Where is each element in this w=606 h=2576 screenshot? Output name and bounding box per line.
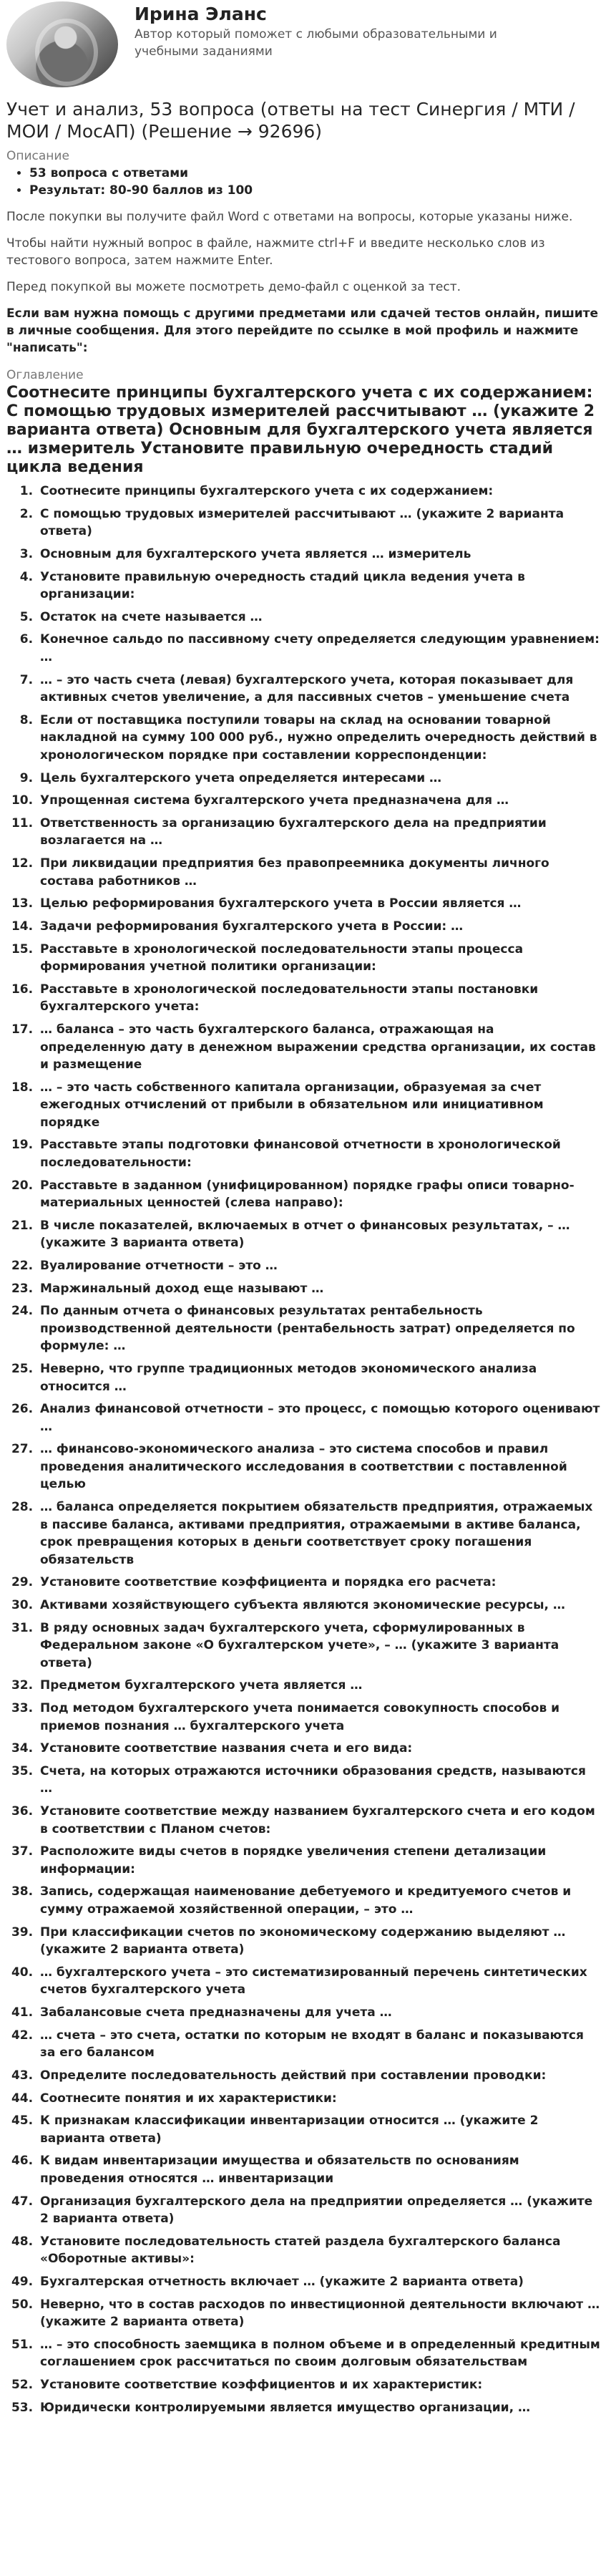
toc-item: 21. В числе показателей, включаемых в отчет о финансовых результатах, – … (укажите 3 варианта ответа) [37,1217,600,1252]
toc-item: 27. … финансово-экономического анализа – это система способов и правил проведения аналитического исследования в соответствии с поставленной целью [37,1440,600,1493]
toc-item: 37. Расположите виды счетов в порядке увеличения степени детализации информации: [37,1843,600,1878]
author-card[interactable] [6,0,600,90]
author-meta [135,1,535,60]
author-name[interactable]: Ирина Эланс [135,4,267,24]
toc-item: 16. Расставьте в хронологической последовательности этапы постановки бухгалтерского учета: [37,981,600,1016]
toc-item: 47. Организация бухгалтерского дела на предприятии определяется … (укажите 2 варианта ответа) [37,2193,600,2228]
toc-item: 44. Соотнесите понятия и их характеристики: [37,2090,600,2108]
description-bullet: • 53 вопроса с ответами [29,165,600,182]
toc-item: 26. Анализ финансовой отчетности – это процесс, с помощью которого оценивают … [37,1400,600,1435]
toc-item: 24. По данным отчета о финансовых результатах рентабельность производственной деятельности (рентабельность затрат) определяется по формуле: … [37,1302,600,1355]
description-label: Описание [6,149,69,163]
toc-item: 8. Если от поставщика поступили товары на склад на основании товарной накладной на сумму 100 000 руб., нужно определить очередность действий в хронологическом порядке при составлении корреспонденции: [37,712,600,765]
toc-item: 1. Соотнесите принципы бухгалтерского учета с их содержанием: [37,483,600,500]
toc-item: 11. Ответственность за организацию бухгалтерского дела на предприятии возлагается на … [37,815,600,850]
toc-item: 6. Конечное сальдо по пассивному счету определяется следующим уравнением: … [37,631,600,666]
toc-item: 5. Остаток на счете называется … [37,609,600,626]
toc-item: 35. Счета, на которых отражаются источники образования средств, называются … [37,1763,600,1798]
toc-item: 53. Юридически контролируемыми является имущество организации, … [37,2399,600,2417]
toc-label: Оглавление [6,368,84,382]
help-notice: Если вам нужна помощь с другими предметами или сдачей тестов онлайн, пишите в личные сообщения. Для этого перейдите по ссылке в мой профиль и нажмите "написать": [6,306,599,355]
toc-item: 43. Определите последовательность действий при составлении проводки: [37,2067,600,2085]
toc-item: 39. При классификации счетов по экономическому содержанию выделяют … (укажите 2 варианта ответа) [37,1924,600,1959]
toc-item: 51. … – это способность заемщика в полном объеме и в определенный кредитным соглашением срок рассчитаться по своим долговым обязательствам [37,2336,600,2371]
toc-item: 25. Неверно, что группе традиционных методов экономического анализа относится … [37,1360,600,1395]
toc-item: 45. К признакам классификации инвентаризации относится … (укажите 2 варианта ответа) [37,2112,600,2147]
toc-item: 13. Целью реформирования бухгалтерского учета в России является … [37,895,600,913]
toc-item: 38. Запись, содержащая наименование дебетуемого и кредитуемого счетов и сумму отражаемой хозяйственной операции, – это … [37,1883,600,1918]
toc-item: 3. Основным для бухгалтерского учета является … измеритель [37,546,600,563]
author-avatar[interactable] [6,1,118,87]
toc-item: 50. Неверно, что в состав расходов по инвестиционной деятельности включают … (укажите 2 варианта ответа) [37,2296,600,2331]
toc-item: 42. … счета – это счета, остатки по которым не входят в баланс и показываются за его балансом [37,2027,600,2062]
toc-item: 36. Установите соответствие между названием бухгалтерского счета и его кодом в соответствии с Планом счетов: [37,1803,600,1838]
toc-item: 7. … – это часть счета (левая) бухгалтерского учета, которая показывает для активных счетов увеличение, а для пассивных счетов – уменьшение счета [37,672,600,707]
toc-heading: Соотнесите принципы бухгалтерского учета с их содержанием: С помощью трудовых измерителей рассчитывают … (укажите 2 варианта ответа) Основным для бухгалтерского учета является … измеритель Установите правильную очередность стадий цикла ведения [6,384,595,476]
toc-item: 14. Задачи реформирования бухгалтерского учета в России: … [37,918,600,936]
toc-item: 20. Расставьте в заданном (унифицированном) порядке графы описи товарно-материальных ценностей (слева направо): [37,1177,600,1212]
description-paragraph: Чтобы найти нужный вопрос в файле, нажмите ctrl+F и введите несколько слов из тестового вопроса, затем нажмите Enter. [6,236,545,268]
toc-item: 41. Забалансовые счета предназначены для учета … [37,2004,600,2022]
description-paragraph: После покупки вы получите файл Word с ответами на вопросы, которые указаны ниже. [6,210,573,224]
toc-item: 34. Установите соответствие названия счета и его вида: [37,1740,600,1758]
toc-item: 49. Бухгалтерская отчетность включает … (укажите 2 варианта ответа) [37,2273,600,2291]
toc-item: 19. Расставьте этапы подготовки финансовой отчетности в хронологической последовательности: [37,1136,600,1171]
toc-item: 12. При ликвидации предприятия без правопреемника документы личного состава работников … [37,855,600,890]
toc-item: 15. Расставьте в хронологической последовательности этапы процесса формирования учетной политики организации: [37,941,600,976]
toc-item: 40. … бухгалтерского учета – это систематизированный перечень синтетических счетов бухгалтерского учета [37,1964,600,1999]
toc-item: 4. Установите правильную очередность стадий цикла ведения учета в организации: [37,568,600,604]
toc-item: 46. К видам инвентаризации имущества и обязательств по основаниям проведения относятся … инвентаризации [37,2152,600,2187]
toc-item: 30. Активами хозяйствующего субъекта являются экономические ресурсы, … [37,1597,600,1614]
toc-item: 29. Установите соответствие коэффициента и порядка его расчета: [37,1574,600,1592]
description-bullets [6,165,600,199]
toc-item: 32. Предметом бухгалтерского учета является … [37,1677,600,1695]
toc-item: 17. … баланса – это часть бухгалтерского баланса, отражающая на определенную дату в денежном выражении средства организации, их состав и размещение [37,1021,600,1074]
description-paragraph: Перед покупкой вы можете посмотреть демо-файл с оценкой за тест. [6,280,461,294]
toc-item: 28. … баланса определяется покрытием обязательств предприятия, отражаемых в пассиве баланса, активами предприятия, отражаемыми в активе баланса, срок превращения которых в деньги соответствует сроку погашения обязательств [37,1498,600,1569]
toc-item: 10. Упрощенная система бухгалтерского учета предназначена для … [37,792,600,810]
toc-item: 22. Вуалирование отчетности – это … [37,1257,600,1275]
toc-item: 48. Установите последовательность статей раздела бухгалтерского баланса «Оборотные активы»: [37,2233,600,2268]
toc-item: 23. Маржинальный доход еще называют … [37,1280,600,1298]
toc-item: 2. С помощью трудовых измерителей рассчитывают … (укажите 2 варианта ответа) [37,505,600,541]
page-title: Учет и анализ, 53 вопроса (ответы на тест Синергия / МТИ / МОИ / МосАП) (Решение → 92696) [6,99,575,142]
toc-list [6,483,600,2416]
toc-item: 9. Цель бухгалтерского учета определяется интересами … [37,770,600,788]
toc-item: 18. … – это часть собственного капитала организации, образуемая за счет ежегодных отчислений от прибыли в обязательном или инициативном порядке [37,1079,600,1132]
description-bullet: • Результат: 80-90 баллов из 100 [29,182,600,199]
toc-item: 31. В ряду основных задач бухгалтерского учета, сформулированных в Федеральном законе «О бухгалтерском учете», – … (укажите 3 варианта ответа) [37,1619,600,1672]
author-tagline: Автор который поможет с любыми образовательными и учебными заданиями [135,27,497,59]
toc-item: 52. Установите соответствие коэффициентов и их характеристик: [37,2376,600,2394]
toc-item: 33. Под методом бухгалтерского учета понимается совокупность способов и приемов познания … бухгалтерского учета [37,1700,600,1735]
